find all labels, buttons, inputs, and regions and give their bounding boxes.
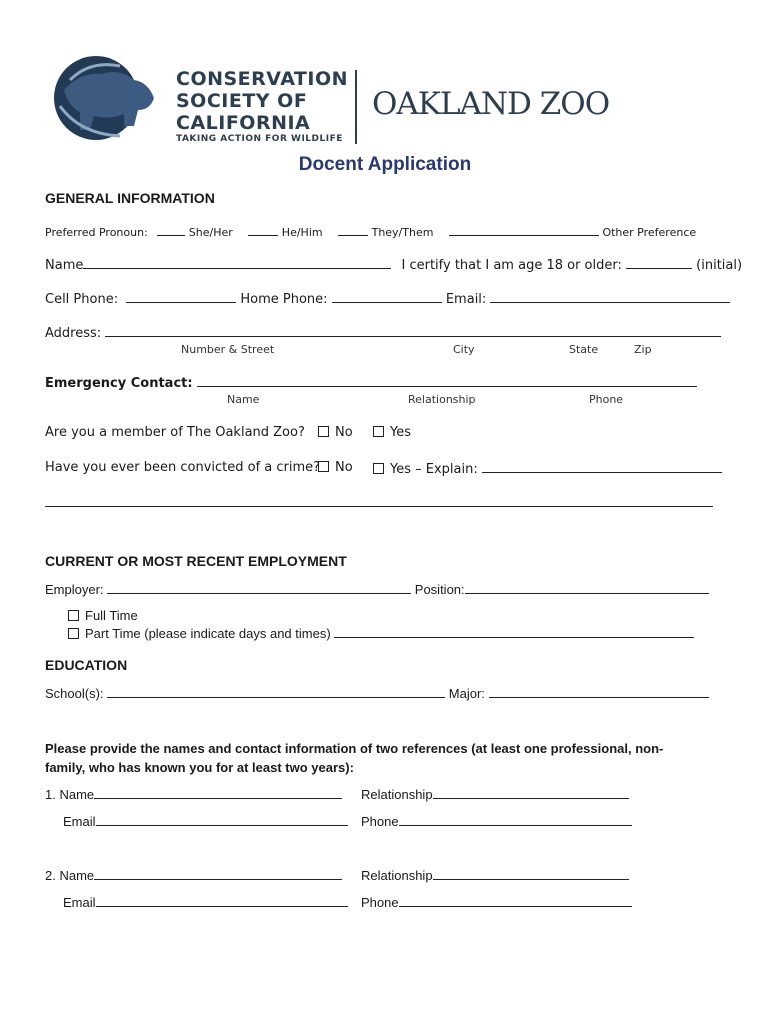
reference-1-relationship-field[interactable] [433, 786, 629, 799]
logo-divider [355, 70, 357, 144]
reference-1-email-row [63, 813, 348, 829]
cell-phone-field[interactable] [126, 290, 236, 303]
address-label: Address: [45, 326, 102, 341]
home-phone-label: Home Phone: [240, 292, 328, 307]
certify-label: I certify that I am age 18 or older: [401, 258, 622, 273]
certify-initial-field[interactable] [626, 256, 692, 269]
member-yes-checkbox[interactable] [373, 426, 384, 437]
pronoun-he-label: He/Him [281, 226, 323, 239]
reference-1-email-label: Email [63, 814, 96, 829]
address-row [45, 324, 721, 341]
reference-1-relationship-row [361, 786, 629, 802]
pronoun-they-label: They/Them [371, 226, 434, 239]
page-title: Docent Application [298, 154, 472, 175]
address-field[interactable] [105, 324, 721, 337]
oakland-zoo-logo: OAKLAND ZOO [372, 86, 610, 122]
school-label: School(s): [45, 686, 104, 701]
emergency-relationship-caption: Relationship [408, 393, 476, 406]
address-city-caption: City [453, 343, 475, 356]
member-question: Are you a member of The Oakland Zoo? [45, 425, 305, 440]
part-time-checkbox[interactable] [68, 628, 79, 639]
member-no-checkbox[interactable] [318, 426, 329, 437]
address-state-caption: State [569, 343, 599, 356]
name-field[interactable] [83, 256, 391, 269]
member-yes-label: Yes [390, 425, 411, 440]
name-row [45, 256, 742, 273]
pronoun-she-field[interactable] [157, 223, 185, 236]
employer-field[interactable] [107, 581, 411, 594]
position-field[interactable] [465, 581, 709, 594]
reference-2-relationship-label: Relationship [361, 868, 433, 883]
section-heading-general: GENERAL INFORMATION [45, 190, 215, 206]
full-time-checkbox[interactable] [68, 610, 79, 621]
cell-phone-label: Cell Phone: [45, 292, 119, 307]
initial-label: (initial) [696, 258, 743, 273]
part-time-label: Part Time (please indicate days and times) [85, 626, 331, 641]
pronoun-label: Preferred Pronoun: [45, 226, 148, 239]
references-intro [45, 739, 663, 777]
reference-1-name-label: 1. Name [45, 787, 95, 802]
crime-yes-explain-label: Yes – Explain: [390, 462, 478, 477]
bear-globe-icon [50, 50, 162, 146]
pronoun-other-label: Other Preference [602, 226, 697, 239]
pronoun-they-field[interactable] [338, 223, 368, 236]
emergency-row [45, 374, 697, 391]
part-time-details-field[interactable] [334, 625, 694, 638]
email-field[interactable] [490, 290, 730, 303]
reference-1-email-field[interactable] [96, 813, 348, 826]
school-row [45, 685, 709, 701]
name-label: Name [45, 258, 84, 273]
references-intro-line-1: Please provide the names and contact information of two references (at least one professional, non- [45, 741, 664, 756]
major-label: Major: [448, 686, 485, 701]
reference-1-name-row [45, 786, 342, 802]
member-yes-option[interactable] [373, 425, 411, 440]
part-time-option[interactable] [68, 625, 694, 641]
logo-line-1: CONSERVATION [176, 68, 349, 90]
address-zip-caption: Zip [634, 343, 652, 356]
crime-no-checkbox[interactable] [318, 461, 329, 472]
phone-row [45, 290, 730, 307]
reference-1-relationship-label: Relationship [361, 787, 433, 802]
employer-row [45, 581, 709, 597]
reference-1-name-field[interactable] [94, 786, 342, 799]
logo-line-2: SOCIETY OF [176, 90, 308, 112]
logo-line-3: CALIFORNIA [176, 112, 311, 134]
reference-2-name-row [45, 867, 342, 883]
pronoun-other-field[interactable] [449, 223, 599, 236]
section-heading-education: EDUCATION [45, 657, 128, 673]
reference-2-relationship-row [361, 867, 629, 883]
crime-yes-option[interactable] [373, 460, 722, 477]
reference-2-email-label: Email [63, 895, 96, 910]
crime-explain-continuation-line[interactable] [45, 506, 713, 507]
crime-no-label: No [335, 460, 353, 475]
full-time-option[interactable] [68, 608, 138, 623]
reference-2-phone-row [361, 894, 632, 910]
email-label: Email: [445, 292, 487, 307]
member-no-option[interactable] [318, 425, 353, 440]
reference-2-email-row [63, 894, 348, 910]
emergency-contact-label: Emergency Contact: [45, 376, 193, 391]
crime-explain-field[interactable] [482, 460, 722, 473]
crime-question: Have you ever been convicted of a crime? [45, 460, 321, 475]
crime-yes-checkbox[interactable] [373, 463, 384, 474]
emergency-name-caption: Name [227, 393, 260, 406]
major-field[interactable] [489, 685, 709, 698]
reference-2-name-label: 2. Name [45, 868, 95, 883]
references-intro-line-2: family, who has known you for at least two years): [45, 760, 354, 775]
logo-tagline: TAKING ACTION FOR WILDLIFE [176, 134, 343, 144]
reference-2-phone-label: Phone [361, 895, 399, 910]
home-phone-field[interactable] [332, 290, 442, 303]
pronoun-he-field[interactable] [248, 223, 278, 236]
pronoun-she-label: She/Her [188, 226, 233, 239]
full-time-label: Full Time [85, 608, 138, 623]
emergency-phone-caption: Phone [589, 393, 624, 406]
crime-no-option[interactable] [318, 460, 353, 475]
reference-1-phone-label: Phone [361, 814, 399, 829]
emergency-contact-field[interactable] [197, 374, 697, 387]
reference-1-phone-row [361, 813, 632, 829]
position-label: Position: [414, 582, 465, 597]
reference-2-phone-field[interactable] [399, 894, 632, 907]
employer-label: Employer: [45, 582, 104, 597]
reference-2-name-field[interactable] [94, 867, 342, 880]
address-street-caption: Number & Street [181, 343, 275, 356]
school-field[interactable] [107, 685, 445, 698]
reference-2-relationship-field[interactable] [433, 867, 629, 880]
pronoun-row [45, 223, 696, 239]
reference-1-phone-field[interactable] [399, 813, 632, 826]
section-heading-employment: CURRENT OR MOST RECENT EMPLOYMENT [45, 553, 347, 569]
member-no-label: No [335, 425, 353, 440]
reference-2-email-field[interactable] [96, 894, 348, 907]
